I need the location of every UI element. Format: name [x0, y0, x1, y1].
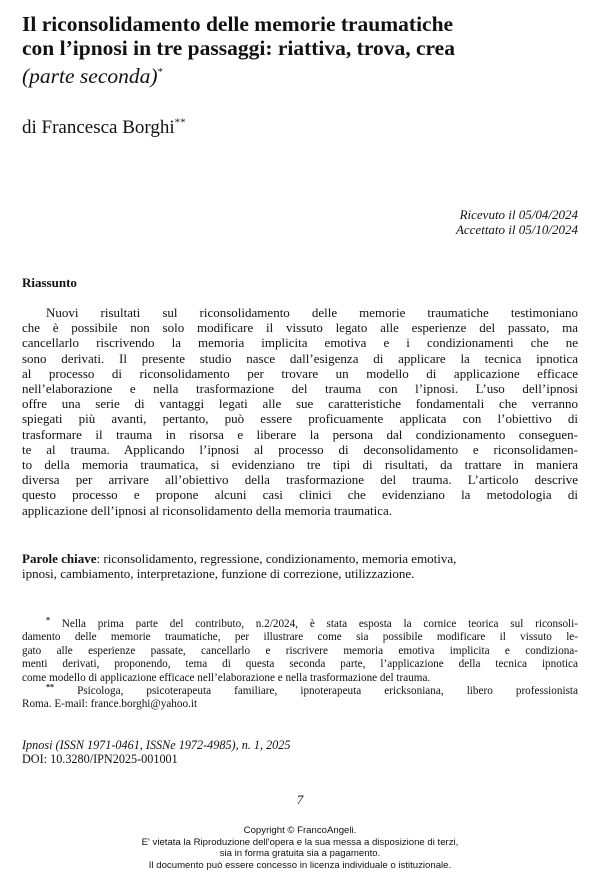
- abstract-heading: Riassunto: [22, 275, 77, 290]
- keywords-list: : riconsolidamento, regressione, condizionamento, memoria emotiva,: [96, 551, 457, 566]
- abstract-line: spiegati più avanti, pertanto, può essere proficuamente applicata con l’obiettivo di: [22, 411, 578, 427]
- author-name: di Francesca Borghi: [22, 117, 175, 138]
- abstract-line: to della memoria traumatica, si evidenziano tre tipi di risultati, da trattare in maniera: [22, 457, 578, 473]
- footnote-line: [22, 682, 578, 698]
- keywords-line: [22, 551, 578, 566]
- author-byline: [22, 117, 186, 139]
- keywords-block: [22, 551, 578, 581]
- footnote-mark: **: [46, 682, 54, 692]
- footnote-text: Psicologa, psicoterapeuta familiare, ipnoterapeuta ericksoniana, libero professionista: [54, 685, 578, 698]
- footnote-line: damento delle memorie traumatiche, per illustrare come sia possibile modificare il vissuto le-: [22, 631, 578, 644]
- abstract-line: te al trauma. Applicando l’ipnosi al processo di deconsolidamento e riconsolidamen-: [22, 441, 578, 457]
- abstract-line: Nuovi risultati sul riconsolidamento delle memorie traumatiche testimoniano: [46, 305, 578, 320]
- received-date: Ricevuto il 05/04/2024: [459, 207, 578, 222]
- abstract-line: cancellarlo riscrivendo la memoria implicita emotiva e i condizionamenti che ne: [22, 335, 578, 351]
- abstract-line: che è possibile non solo modificare il vissuto legato alle esperienze del passato, ma: [22, 320, 578, 336]
- subtitle-text: (parte seconda): [22, 64, 158, 88]
- doi[interactable]: DOI: 10.3280/IPN2025-001001: [22, 751, 178, 766]
- author-footnote-mark[interactable]: **: [174, 116, 186, 129]
- submission-dates: [456, 207, 578, 237]
- title-line: con l’ipnosi in tre passaggi: riattiva, trova, crea: [22, 36, 455, 60]
- footnote-line: come modello di applicazione efficace nell’elaborazione e nella trasformazione del trauma.: [22, 671, 431, 684]
- copyright-line: Il documento può essere concesso in licenza individuale o istituzionale.: [148, 859, 452, 871]
- abstract-body: [22, 305, 578, 518]
- footnote-mark: *: [46, 615, 50, 625]
- journal-info: [22, 739, 290, 766]
- copyright-line: sia in forma gratuita sia a pagamento.: [219, 848, 381, 860]
- copyright-line: Copyright © FrancoAngeli.: [243, 825, 357, 836]
- abstract-line: al processo di riconsolidamento per trovare un modello di applicazione efficace: [22, 365, 578, 381]
- footnotes: [22, 615, 578, 712]
- journal-citation: Ipnosi (ISSN 1971-0461, ISSNe 1972-4985), n. 1, 2025: [22, 738, 291, 752]
- abstract-line: diversa per arrivare all’obiettivo della trasformazione del trauma. L’articolo descrive: [22, 472, 578, 488]
- title-line: Il riconsolidamento delle memorie traumatiche: [22, 12, 454, 36]
- abstract-line: sono derivati. Il presente studio nasce dall’esigenza di applicare la tecnica ipnotica: [22, 350, 578, 366]
- abstract-line: questo processo e propone alcuni casi clinici che evidenziano la metodologia di: [22, 487, 578, 503]
- article-title: [22, 12, 582, 60]
- accepted-date: Accettato il 05/10/2024: [455, 222, 578, 237]
- abstract-line: offre una serie di vantaggi legati alle sue caratteristiche fondamentali che verranno: [22, 396, 578, 412]
- footnote-line: Roma. E-mail: france.borghi@yahoo.it: [22, 698, 198, 711]
- abstract-line: trasformare il trauma in risorsa e liberare la persona dal condizionamento conseguen-: [22, 426, 578, 442]
- abstract-line: applicazione dell’ipnosi al riconsolidamento della memoria traumatica.: [22, 502, 393, 518]
- footnote-line: gato alle esperienze passate, cancellarlo e riscrivere memoria emotiva implicita e condiziona-: [22, 644, 578, 657]
- abstract-line: nell’elaborazione e nella trasformazione del trauma con l’ipnosi. L’uso dell’ipnosi: [22, 381, 578, 397]
- keywords-line: ipnosi, cambiamento, interpretazione, funzione di correzione, utilizzazione.: [22, 566, 415, 582]
- footnote-line: menti derivati, proponendo, tema di questa seconda parte, l’applicazione della tecnica ipnotica: [22, 658, 578, 671]
- copyright-line: E' vietata la Riproduzione dell'opera e la sua messa a disposizione di terzi,: [141, 836, 459, 848]
- keywords-label: Parole chiave: [22, 551, 97, 566]
- article-subtitle: [22, 64, 163, 88]
- footnote-text: Nella prima parte del contributo, n.2/2024, è stata esposta la cornice teorica sul riconsoli-: [50, 618, 578, 630]
- footnote-line: [22, 615, 578, 631]
- page-number: 7: [296, 792, 304, 807]
- copyright-notice: [0, 825, 600, 871]
- subtitle-footnote-mark[interactable]: *: [157, 65, 164, 78]
